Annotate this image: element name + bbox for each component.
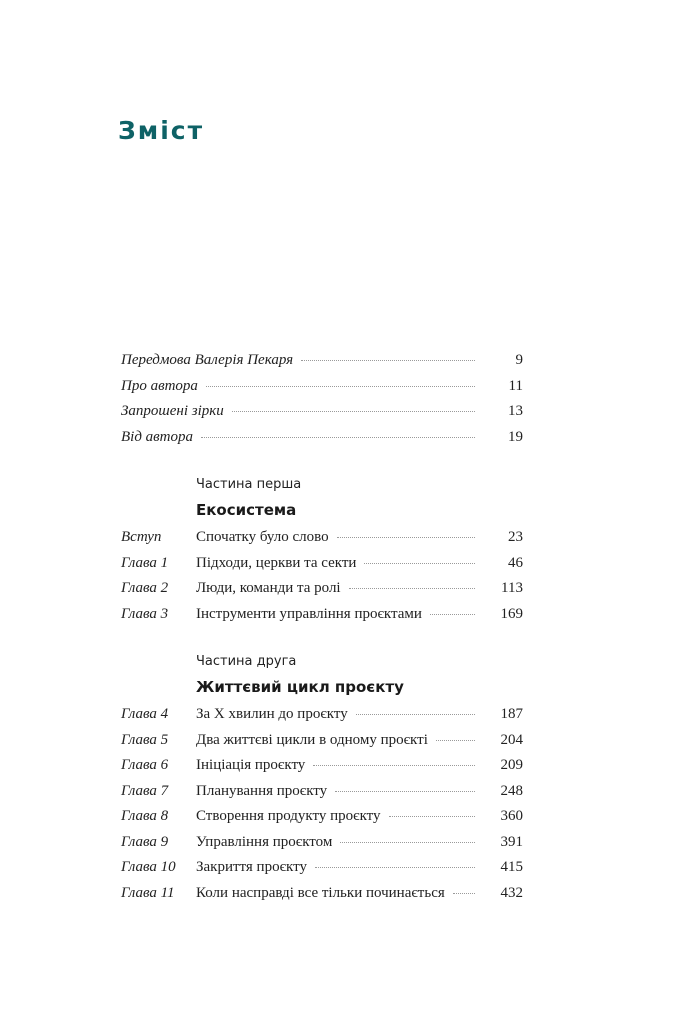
dot-leader xyxy=(335,790,475,792)
dot-leader xyxy=(337,536,475,538)
dot-leader xyxy=(349,587,475,589)
dot-leader xyxy=(364,562,475,564)
chapter-number: Глава 11 xyxy=(121,884,175,901)
chapter-title: Спочатку було слово xyxy=(196,529,329,545)
entry-title: Передмова Валерія Пекаря xyxy=(121,352,294,368)
part-section xyxy=(121,475,523,631)
chapter-number: Глава 9 xyxy=(121,833,169,850)
chapter-title: Закриття проєкту xyxy=(196,859,307,875)
chapter-number: Глава 3 xyxy=(121,605,169,622)
chapter-number: Глава 8 xyxy=(121,808,169,824)
entry-title: Про автора xyxy=(121,377,198,394)
page-number: 9 xyxy=(515,352,523,368)
chapter-number: Глава 1 xyxy=(121,554,169,571)
page-number: 391 xyxy=(500,833,523,850)
dot-leader xyxy=(340,841,475,843)
chapter-number: Вступ xyxy=(121,529,162,545)
chapter-entry[interactable] xyxy=(121,885,523,911)
toc-entry[interactable] xyxy=(121,378,523,404)
dot-leader xyxy=(436,739,475,741)
chapter-entry[interactable] xyxy=(121,834,523,860)
page-number: 13 xyxy=(508,403,523,419)
entry-title: Запрошені зірки xyxy=(121,403,224,419)
dot-leader xyxy=(389,815,475,817)
chapter-title: Створення продукту проєкту xyxy=(196,808,381,824)
dot-leader xyxy=(356,713,475,715)
part-title: Життєвий цикл проєкту xyxy=(196,678,404,696)
chapter-number: Глава 6 xyxy=(121,757,169,773)
page-title: Зміст xyxy=(118,116,205,145)
page-number: 360 xyxy=(500,808,523,824)
chapter-number: Глава 4 xyxy=(121,706,169,722)
chapter-title: Два життєві цикли в одному проєкті xyxy=(196,731,428,748)
dot-leader xyxy=(313,764,475,766)
dot-leader xyxy=(453,892,475,894)
dot-leader xyxy=(232,410,475,412)
chapter-entry[interactable] xyxy=(121,732,523,758)
dot-leader xyxy=(201,436,475,438)
part-label: Частина перша xyxy=(196,477,302,492)
page-number: 248 xyxy=(500,782,523,799)
chapter-number: Глава 7 xyxy=(121,782,169,799)
chapter-title: Підходи, церкви та секти xyxy=(196,554,357,571)
page-number: 46 xyxy=(508,554,523,571)
dot-leader xyxy=(206,385,475,387)
chapter-entry[interactable] xyxy=(121,808,523,834)
dot-leader xyxy=(430,613,475,615)
page-number: 11 xyxy=(508,377,523,394)
table-of-contents xyxy=(121,352,523,910)
toc-entry[interactable] xyxy=(121,429,523,455)
page-number: 19 xyxy=(508,428,523,445)
part-label: Частина друга xyxy=(196,654,297,669)
toc-entry[interactable] xyxy=(121,403,523,429)
front-matter-list xyxy=(121,352,523,454)
chapter-entry[interactable] xyxy=(121,783,523,809)
page-number: 204 xyxy=(500,731,523,748)
page-number: 209 xyxy=(500,757,523,773)
page-number: 23 xyxy=(508,529,523,545)
dot-leader xyxy=(315,866,475,868)
chapter-number: Глава 10 xyxy=(121,859,176,875)
chapter-title: Інструменти управління проєктами xyxy=(196,605,422,622)
chapter-title: Управління проєктом xyxy=(196,833,333,850)
chapter-title: Коли насправді все тільки починається xyxy=(196,884,445,901)
chapter-entry[interactable] xyxy=(121,606,523,632)
chapter-entry[interactable] xyxy=(121,757,523,783)
page-number: 169 xyxy=(500,605,523,622)
chapter-entry[interactable] xyxy=(121,555,523,581)
page-number: 187 xyxy=(500,706,523,722)
chapter-entry[interactable] xyxy=(121,529,523,555)
entry-title: Від автора xyxy=(121,428,194,445)
page-number: 432 xyxy=(500,884,523,901)
page-number: 415 xyxy=(500,859,523,875)
chapter-entry[interactable] xyxy=(121,706,523,732)
chapter-title: Ініціація проєкту xyxy=(196,757,306,773)
chapter-entry[interactable] xyxy=(121,859,523,885)
chapter-title: Планування проєкту xyxy=(196,782,328,799)
part-section xyxy=(121,652,523,910)
chapter-title: Люди, команди та ролі xyxy=(196,580,341,596)
chapter-number: Глава 5 xyxy=(121,731,169,748)
chapter-number: Глава 2 xyxy=(121,580,169,596)
dot-leader xyxy=(301,359,475,361)
page-number: 113 xyxy=(501,580,523,596)
toc-entry[interactable] xyxy=(121,352,523,378)
chapter-title: За Х хвилин до проєкту xyxy=(196,706,348,722)
chapter-entry[interactable] xyxy=(121,580,523,606)
part-title: Екосистема xyxy=(196,501,297,519)
